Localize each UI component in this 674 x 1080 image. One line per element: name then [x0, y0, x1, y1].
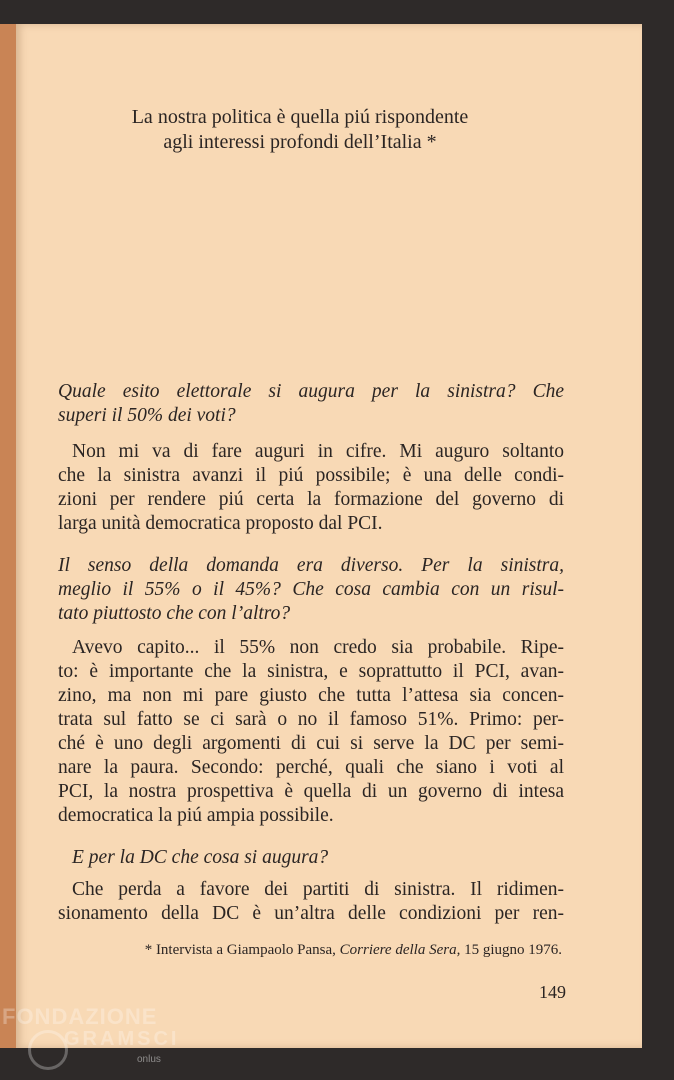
text-line: ché è uno degli argomenti di cui si serve la DC per semi- — [58, 733, 564, 754]
page-spine-edge — [0, 24, 16, 1048]
text-line: zioni per rendere piú certa la formazione del governo di — [58, 489, 564, 510]
text-line: meglio il 55% o il 45%? Che cosa cambia con un risul- — [58, 579, 564, 600]
watermark-text: GRAMSCI — [64, 1028, 180, 1050]
watermark-logo-icon — [28, 1030, 68, 1070]
footnote-date: 15 giugno 1976. — [464, 942, 562, 958]
text-line: larga unità democratica proposto dal PCI. — [58, 513, 383, 534]
text-line: E per la DC che cosa si augura? — [72, 847, 329, 868]
title-line: La nostra politica è quella piú rispondente — [131, 106, 469, 128]
text-line: tato piuttosto che con l’altro? — [58, 603, 291, 624]
answer-2 — [58, 636, 564, 828]
text-line: trata sul fatto se ci sarà o no il famoso 51%. Primo: per- — [58, 709, 564, 730]
text-line: PCI, la nostra prospettiva è quella di un governo di intesa — [58, 781, 564, 802]
question-3 — [58, 846, 564, 870]
text-line: nare la paura. Secondo: perché, quali che siano i voti al — [58, 757, 564, 778]
text-line: superi il 50% dei voti? — [58, 405, 236, 426]
footnote — [62, 940, 562, 960]
text-line: to: è importante che la sinistra, e soprattutto il PCI, avan- — [58, 661, 564, 682]
text-line: che la sinistra avanzi il piú possibile; è una delle condi- — [58, 465, 564, 486]
watermark-text: FONDAZIONE — [2, 1004, 158, 1029]
text-line: Avevo capito... il 55% non credo sia probabile. Ripe- — [72, 637, 564, 658]
text-line: sionamento della DC è un’altra delle condizioni per ren- — [58, 903, 564, 924]
answer-1 — [58, 440, 564, 536]
answer-3 — [58, 878, 564, 926]
title-line: agli interessi profondi dell’Italia * — [163, 131, 437, 153]
text-line: Il senso della domanda era diverso. Per la sinistra, — [58, 555, 564, 576]
question-1 — [58, 380, 564, 428]
page-number: 149 — [539, 982, 566, 1002]
watermark-text: onlus — [137, 1054, 161, 1065]
text-line: democratica la piú ampia possibile. — [58, 805, 334, 826]
question-2 — [58, 554, 564, 626]
text-line: Non mi va di fare auguri in cifre. Mi auguro soltanto — [72, 441, 564, 462]
text-line: zino, ma non mi pare giusto che tutta l’attesa sia concen- — [58, 685, 564, 706]
footnote-source: Corriere della Sera, — [339, 942, 461, 958]
text-line: Che perda a favore dei partiti di sinistra. Il ridimen- — [72, 879, 564, 900]
text-line: Quale esito elettorale si augura per la sinistra? Che — [58, 381, 564, 402]
chapter-title — [70, 105, 530, 155]
footnote-prefix: * Intervista a Giampaolo Pansa, — [144, 942, 336, 958]
